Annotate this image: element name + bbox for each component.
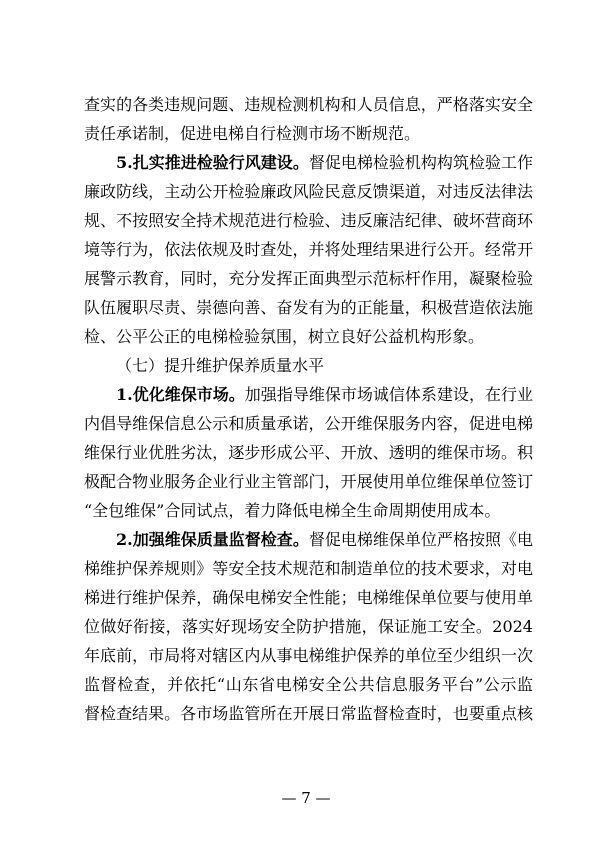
text-line: 2.加强维保质量监督检查。督促电梯维保单位严格按照《电 [116, 530, 533, 549]
paragraph-1 [84, 90, 533, 148]
paragraph-2 [84, 148, 533, 351]
section-heading: 2.加强维保质量监督检查。 [116, 530, 309, 549]
page-number: — 7 — [281, 789, 331, 807]
text-line: “全包维保”合同试点，着力降低电梯全生命周期使用成本。 [84, 501, 501, 520]
section-heading: 5.扎实推进检验行风建设。 [116, 153, 309, 172]
text-line: 展警示教育，同时，充分发挥正面典型示范标杆作用，凝聚检验 [84, 269, 533, 288]
text-line: 督检查结果。各市场监管所在开展日常监督检查时，也要重点核 [84, 704, 533, 723]
text-line: 年底前，市局将对辖区内从事电梯维护保养的单位至少组织一次 [84, 646, 533, 665]
text-line: 责任承诺制，促进电梯自行检测市场不断规范。 [84, 124, 421, 143]
paragraph-4 [84, 380, 533, 525]
paragraph-5 [84, 525, 533, 728]
text-line: 位做好衔接，落实好现场安全防护措施，保证施工安全。2024 [84, 617, 533, 636]
text-line: 规、不按照安全持术规范进行检验、违反廉洁纪律、破坏营商环 [84, 211, 533, 230]
text-line: 1.优化维保市场。加强指导维保市场诚信体系建设，在行业 [116, 385, 533, 404]
text-line: 队伍履职尽责、崇德向善、奋发有为的正能量，积极营造依法施 [84, 298, 533, 317]
text-line: 廉政防线，主动公开检验廉政风险民意反馈渠道，对违反法律法 [84, 182, 533, 201]
paragraph-3 [84, 351, 533, 380]
text-line: 内倡导维保信息公示和质量承诺，公开维保服务内容，促进电梯 [84, 414, 533, 433]
document-body [84, 90, 533, 728]
text-line: 维保行业优胜劣汰，逐步形成公平、开放、透明的维保市场。积 [84, 443, 533, 462]
text-line: 查实的各类违规问题、违规检测机构和人员信息，严格落实安全 [84, 95, 533, 114]
text-line: 梯进行维护保养，确保电梯安全性能；电梯维保单位要与使用单 [84, 588, 533, 607]
text-line: 境等行为，依法依规及时查处，并将处理结果进行公开。经常开 [84, 240, 533, 259]
text-line: 检、公平公正的电梯检验氛围，树立良好公益机构形象。 [84, 327, 485, 346]
text-line: 5.扎实推进检验行风建设。督促电梯检验机构构筑检验工作 [116, 153, 533, 172]
subsection-heading: （七）提升维护保养质量水平 [116, 356, 325, 375]
text-line: 梯维护保养规则》等安全技术规范和制造单位的技术要求，对电 [84, 559, 533, 578]
text-line: 极配合物业服务企业行业主管部门，开展使用单位维保单位签订 [84, 472, 533, 491]
section-heading: 1.优化维保市场。 [116, 385, 245, 404]
text-line: 监督检查，并依托“山东省电梯安全公共信息服务平台”公示监 [84, 675, 533, 694]
